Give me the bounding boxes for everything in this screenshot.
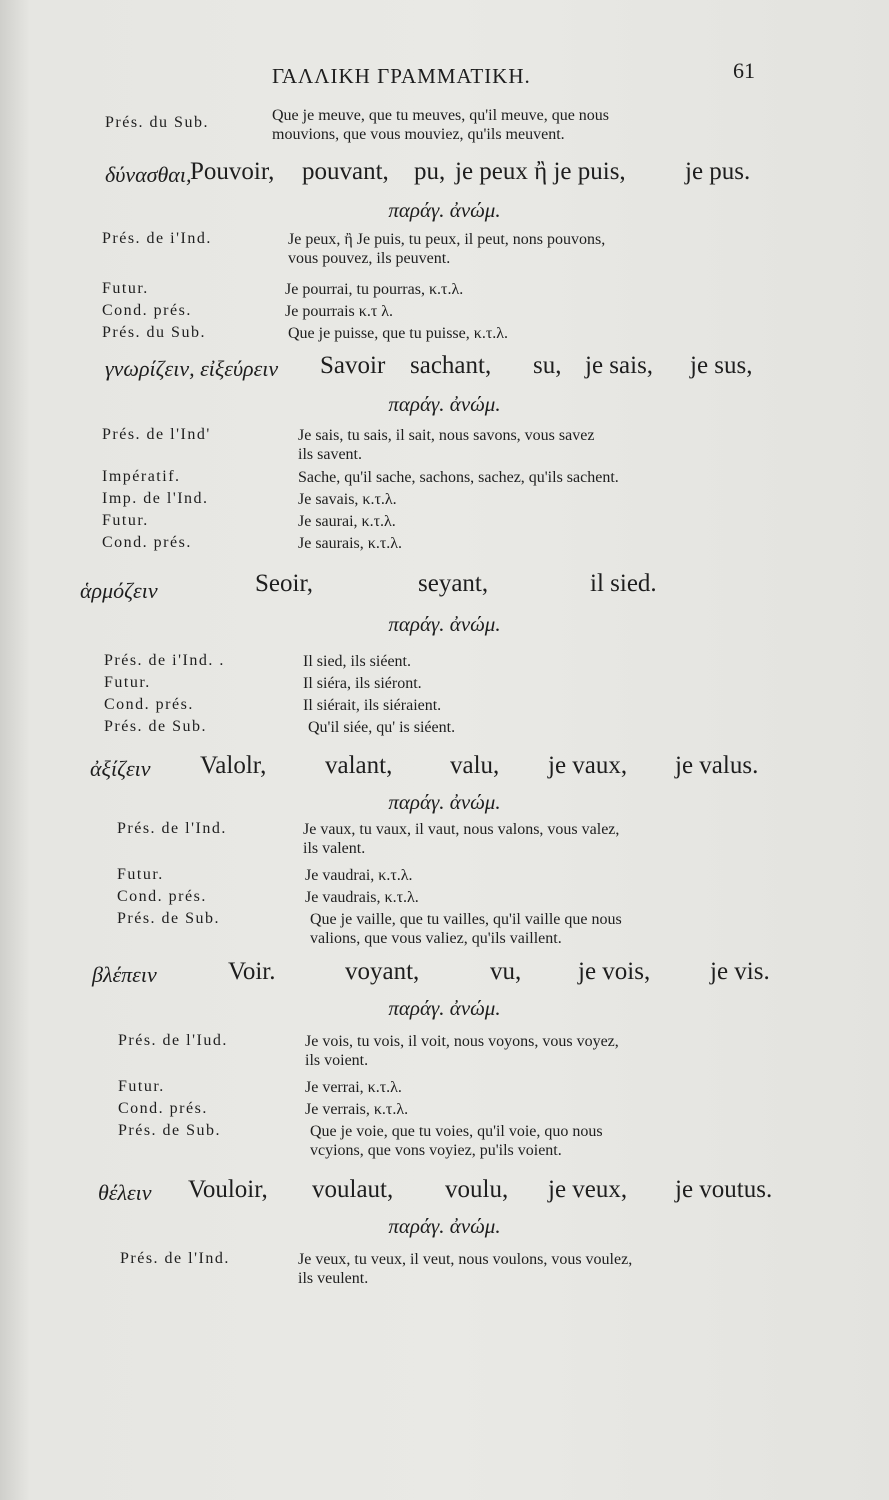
tense-row [0,490,889,512]
tense-row [0,652,889,674]
tense-row [0,106,889,150]
tense-label: Cond. prés. [118,1100,208,1117]
tense-row [0,1122,889,1164]
tense-label: Futur. [104,674,151,691]
verb-section-mouvoir-cont [0,106,889,150]
conjugation-forms: Je vois, tu vois, il voit, nous voyons, vous voyez, ils voient. [305,1033,619,1069]
conjugation-forms: Qu'il siée, qu' is siéent. [308,719,456,736]
conjugation-forms: Je veux, tu veux, il veut, nous voulons, vous voulez, ils veulent. [298,1251,633,1287]
conjugation-forms: Je saurais, κ.τ.λ. [298,535,403,552]
tense-row [0,426,889,468]
tense-label: Prés. de Sub. [117,910,221,927]
tense-row [0,1032,889,1078]
tense-label: Prés. du Sub. [105,114,209,131]
past-participle: pu, [414,158,446,185]
irregular-marker: παράγ. ἀνώμ. [388,392,501,416]
verb-section-vouloir [0,1176,889,1296]
present-tense: je veux, [548,1176,628,1203]
tense-label: Prés. du Sub. [102,324,206,341]
preterite-tense: je sus, [690,352,753,379]
verb-heading [0,752,889,790]
tense-label: Prés. de l'Ind. [117,820,227,837]
tense-label: Prés. de Sub. [104,718,208,735]
tense-row [0,302,889,324]
conjugation-forms: Je savais, κ.τ.λ. [298,491,397,508]
preterite-tense: je valus. [675,752,759,779]
running-title: ΓΑΛΛΙΚΗ ΓΡΑΜΜΑΤΙΚΗ. [272,64,531,88]
present-participle: seyant, [418,570,489,597]
conjugation-forms: Il siérait, ils siéraient. [303,697,442,714]
conjugation-forms: Je pourrai, tu pourras, κ.τ.λ. [285,281,464,298]
irregular-marker: παράγ. ἀνώμ. [388,198,501,222]
verb-heading [0,958,889,996]
conjugation-forms: Je sais, tu sais, il sait, nous savons, vous savez ils savent. [298,427,595,463]
verb-section-voir [0,958,889,1164]
page-header [0,58,889,88]
preterite-tense: je pus. [685,158,751,185]
tense-label: Futur. [102,512,149,529]
present-tense: il sied. [590,570,657,597]
page-number: 61 [733,58,755,83]
irregular-marker: παράγ. ἀνώμ. [388,1214,501,1238]
tense-label: Prés. de l'Ind' [102,426,211,443]
present-participle: sachant, [410,352,492,379]
tense-label: Cond. prés. [102,302,192,319]
present-tense: je sais, [585,352,654,379]
tense-row [0,534,889,556]
greek-translation: δύνασθαι, [105,162,192,187]
tense-row [0,1078,889,1100]
conjugation-forms: Je vaudrais, κ.τ.λ. [305,889,419,906]
present-participle: valant, [325,752,393,779]
greek-translation: ἀξίζειν [90,756,151,781]
verb-section-pouvoir [0,158,889,346]
tense-label: Cond. prés. [102,534,192,551]
conjugation-forms: Je verrai, κ.τ.λ. [305,1079,402,1096]
conjugation-forms: Sache, qu'il sache, sachons, sachez, qu'ils sachent. [298,469,619,486]
conjugation-forms: Que je voie, que tu voies, qu'il voie, quo nous vcyions, que vons voyiez, pu'ils voient. [310,1123,603,1159]
tense-row [0,696,889,718]
present-tense: je peux ἢ je puis, [455,158,626,185]
past-participle: su, [533,352,562,379]
present-participle: pouvant, [302,158,389,185]
conjugation-forms: Je vaudrai, κ.τ.λ. [305,867,413,884]
tense-label: Prés. de i'Ind. . [104,652,225,669]
past-participle: vu, [490,958,522,985]
past-participle: voulu, [445,1176,509,1203]
present-tense: je vaux, [548,752,628,779]
verb-infinitive: Savoir [320,352,386,379]
verb-section-seoir [0,570,889,740]
present-tense: je vois, [578,958,651,985]
tense-row [0,230,889,280]
present-participle: voulaut, [312,1176,394,1203]
tense-row [0,512,889,534]
irregular-marker: παράγ. ἀνώμ. [388,790,501,814]
conjugation-forms: Que je meuve, que tu meuves, qu'il meuve, que nous mouvions, que vous mouviez, qu'ils meuvent. [272,107,610,143]
present-participle: voyant, [345,958,420,985]
tense-row [0,888,889,910]
tense-row [0,1250,889,1296]
verb-section-savoir [0,352,889,556]
verb-heading [0,1176,889,1214]
greek-translation: θέλειν [98,1180,152,1205]
verb-infinitive: Seoir, [255,570,314,597]
tense-label: Futur. [118,1078,165,1095]
tense-label: Futur. [102,280,149,297]
tense-row [0,866,889,888]
tense-row [0,280,889,302]
verb-infinitive: Voir. [228,958,276,985]
tense-label: Futur. [117,866,164,883]
tense-label: Impératif. [102,468,181,485]
verb-heading [0,570,889,612]
greek-translation: βλέπειν [92,962,157,987]
tense-label: Prés. de l'Ind. [120,1250,230,1267]
tense-label: Cond. prés. [104,696,194,713]
irregular-marker: παράγ. ἀνώμ. [388,996,501,1020]
greek-translation: γνωρίζειν, εἰξεύρειν [105,356,279,381]
tense-row [0,468,889,490]
verb-heading [0,352,889,392]
past-participle: valu, [450,752,500,779]
tense-row [0,674,889,696]
verb-infinitive: Valolr, [200,752,267,779]
irregular-marker: παράγ. ἀνώμ. [388,612,501,636]
conjugation-forms: Je vaux, tu vaux, il vaut, nous valons, vous valez, ils valent. [303,821,620,857]
preterite-tense: je voutus. [675,1176,773,1203]
conjugation-forms: Que je puisse, que tu puisse, κ.τ.λ. [288,325,508,342]
tense-row [0,1100,889,1122]
conjugation-forms: Je verrais, κ.τ.λ. [305,1101,409,1118]
tense-row [0,820,889,866]
greek-translation: ἁρμόζειν [80,578,158,603]
verb-infinitive: Pouvoir, [190,158,275,185]
conjugation-forms: Que je vaille, que tu vailles, qu'il vaille que nous valions, que vous valiez, qu'ils vaillent. [310,911,622,947]
conjugation-forms: Je saurai, κ.τ.λ. [298,513,396,530]
tense-label: Prés. de l'Iud. [118,1032,228,1049]
tense-label: Prés. de Sub. [118,1122,222,1139]
tense-label: Imp. de l'Ind. [102,490,209,507]
tense-row [0,718,889,740]
conjugation-forms: Je pourrais κ.τ λ. [285,303,394,320]
conjugation-forms: Je peux, ἢ Je puis, tu peux, il peut, nons pouvons, vous pouvez, ils peuvent. [288,231,606,267]
tense-label: Prés. de i'Ind. [102,230,212,247]
verb-infinitive: Vouloir, [188,1176,268,1203]
tense-row [0,910,889,952]
verb-heading [0,158,889,198]
tense-row [0,324,889,346]
conjugation-forms: Il sied, ils siéent. [303,653,411,670]
tense-label: Cond. prés. [117,888,207,905]
conjugation-forms: Il siéra, ils siéront. [303,675,422,692]
preterite-tense: je vis. [710,958,770,985]
verb-section-valoir [0,752,889,952]
